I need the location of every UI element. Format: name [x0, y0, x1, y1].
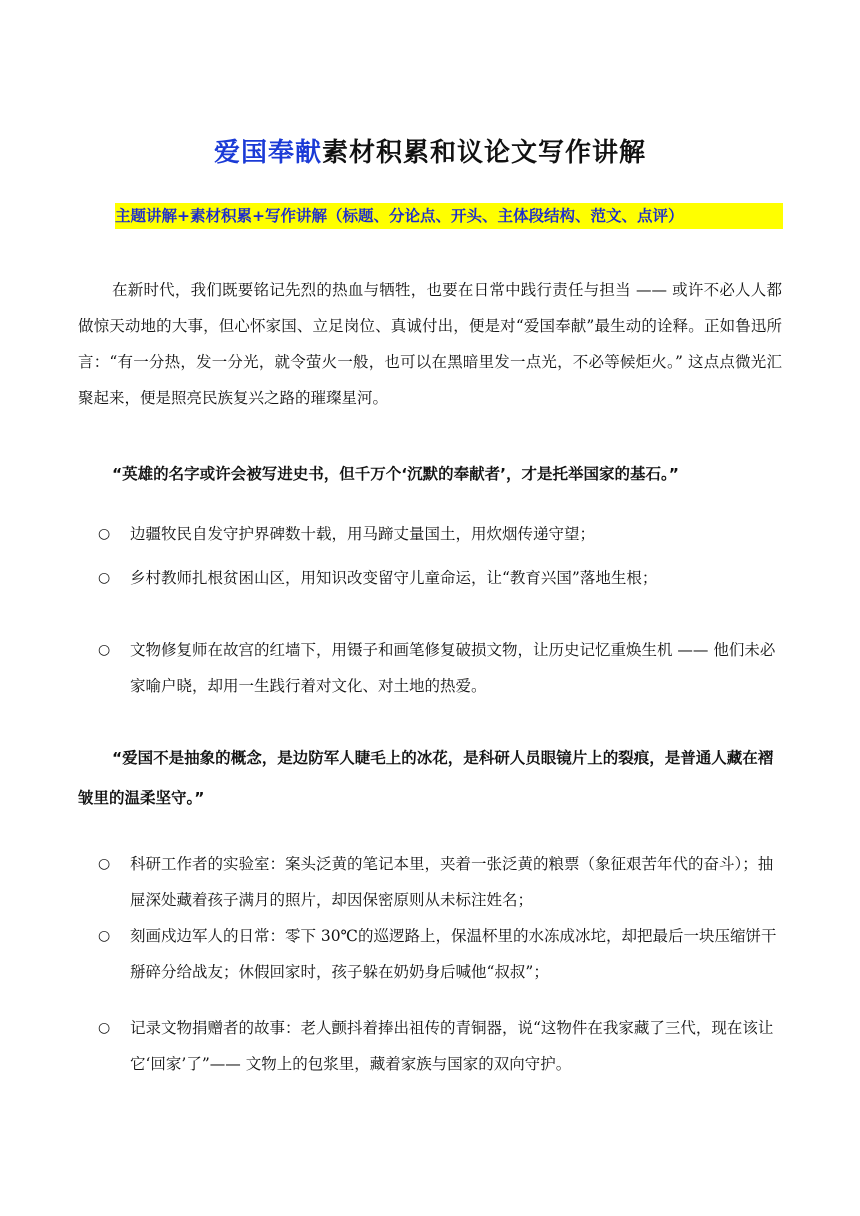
document-title [0, 132, 860, 169]
quote-one: “英雄的名字或许会被写进史书，但千万个‘沉默的奉献者’，才是托举国家的基石。” [112, 465, 679, 483]
list-item [98, 846, 782, 918]
intro-paragraph [78, 272, 782, 416]
list-item [98, 516, 782, 552]
title-highlight: 爱国奉献 [213, 138, 322, 168]
bullet-icon: ○ [98, 526, 111, 542]
list-item [98, 632, 782, 704]
list-item-text: 边疆牧民自发守护界碑数十载，用马蹄丈量国土，用炊烟传递守望； [130, 525, 596, 543]
title-rest: 素材积累和议论文写作讲解 [322, 138, 647, 168]
quote-two: “爱国不是抽象的概念，是边防军人睫毛上的冰花，是科研人员眼镜片上的裂痕，是普通人藏在褶皱里的温柔坚守。” [78, 749, 774, 807]
bullet-icon: ○ [98, 642, 111, 658]
bullet-icon: ○ [98, 928, 111, 944]
bullet-icon: ○ [98, 570, 111, 586]
list-item-text: 记录文物捐赠者的故事：老人颤抖着捧出祖传的青铜器，说“这物件在我家藏了三代，现在该让它‘回家’了”—— 文物上的包浆里，藏着家族与国家的双向守护。 [130, 1019, 774, 1073]
intro-text: 在新时代，我们既要铭记先烈的热血与牺牲，也要在日常中践行责任与担当 —— 或许不必人人都做惊天动地的大事，但心怀家国、立足岗位、真诚付出，便是对“爱国奉献”最生动的诠释。正如鲁迅所言：“有一分热，发一分光，就令萤火一般，也可以在黑暗里发一点光，不必等候炬火。” 这点点微光汇聚起来，便是照亮民族复兴之路的璀璨星河。 [78, 281, 782, 407]
bullet-icon: ○ [98, 1020, 111, 1036]
bullet-icon: ○ [98, 856, 111, 872]
list-item [98, 918, 782, 990]
document-subtitle: 主题讲解+素材积累+写作讲解（标题、分论点、开头、主体段结构、范文、点评） [115, 203, 783, 229]
list-item-text: 科研工作者的实验室：案头泛黄的笔记本里，夹着一张泛黄的粮票（象征艰苦年代的奋斗）；抽屉深处藏着孩子满月的照片，却因保密原则从未标注姓名； [130, 855, 774, 909]
list-item [98, 1010, 782, 1082]
list-item-text: 刻画戍边军人的日常：零下 30℃的巡逻路上，保温杯里的水冻成冰坨，却把最后一块压缩饼干掰碎分给战友；休假回家时，孩子躲在奶奶身后喊他“叔叔”； [130, 927, 777, 981]
list-item-text: 乡村教师扎根贫困山区，用知识改变留守儿童命运，让“教育兴国”落地生根； [130, 569, 658, 587]
list-item-text: 文物修复师在故宫的红墙下，用镊子和画笔修复破损文物，让历史记忆重焕生机 —— 他们未必家喻户晓，却用一生践行着对文化、对土地的热爱。 [130, 641, 776, 695]
list-item [98, 560, 782, 596]
